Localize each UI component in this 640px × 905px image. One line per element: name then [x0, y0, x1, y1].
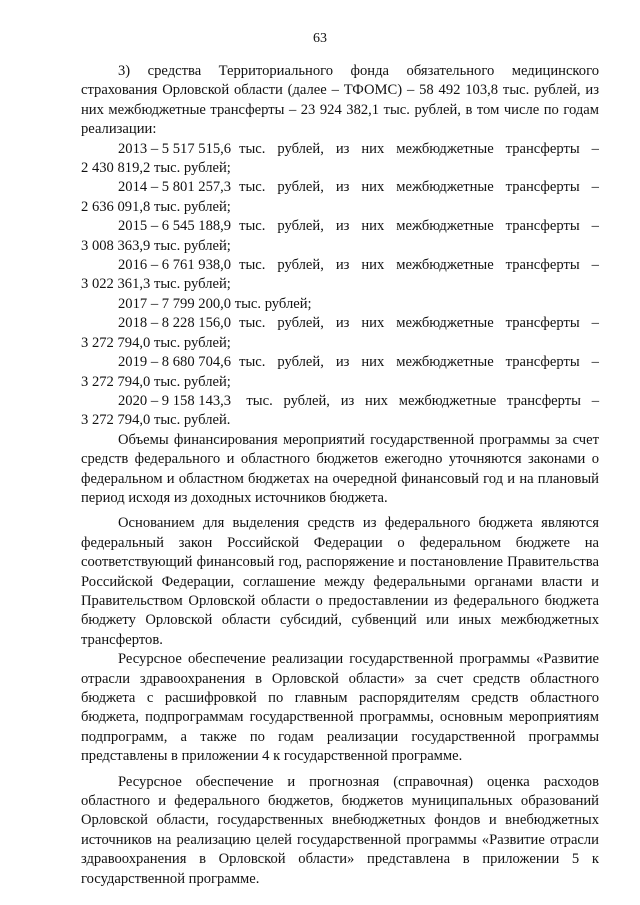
year-transfer-word: –	[591, 179, 599, 196]
year-amount: 2013 – 5 517 515,6	[118, 140, 232, 157]
year-transfer-word: –	[591, 392, 599, 409]
year-transfer-word: –	[591, 257, 599, 274]
year-transfer-word: них	[361, 315, 385, 332]
year-transfer-word: из	[335, 354, 350, 371]
year-transfer-word: тыс.	[239, 257, 266, 274]
year-amount: 2017 – 7 799 200,0 тыс. рублей;	[118, 295, 312, 312]
year-transfer-word: межбюджетные	[396, 218, 494, 235]
year-transfer-word: тыс.	[239, 140, 266, 157]
year-transfer-word: тыс.	[239, 218, 266, 235]
year-line	[81, 256, 599, 275]
year-transfer-word: из	[335, 257, 350, 274]
year-transfer-word: них	[365, 392, 388, 409]
year-transfer-word: трансферты	[505, 257, 580, 274]
year-transfer-word: межбюджетные	[396, 354, 494, 371]
paragraph-federal-basis: Основанием для выделения средств из федерального бюджета являются федеральный закон Российской Федерации о федеральном бюджете на соответствующий финансовый год, распоряжение и постановление Правительства Российской Федерации, соглашение между федеральными органами власти и Правительством Орловской области о предоставлении из федерального бюджета бюджету Орловской области субсидий, субвенций или иных межбюджетных трансфертов.	[81, 515, 599, 648]
year-transfer-word: межбюджетные	[398, 392, 497, 409]
year-transfer-word: трансферты	[505, 140, 580, 157]
year-transfer-amount: 2 636 091,8 тыс. рублей;	[81, 198, 231, 215]
year-transfer-word: тыс.	[239, 315, 266, 332]
year-transfer-word: трансферты	[505, 354, 580, 371]
year-transfer-word: из	[335, 179, 350, 196]
year-line	[81, 295, 599, 314]
year-transfer-amount: 3 022 361,3 тыс. рублей;	[81, 276, 231, 293]
paragraph-resource-appendix-5: Ресурсное обеспечение и прогнозная (справочная) оценка расходов областного и федерального бюджетов, бюджетов муниципальных образований Орловской области, государственных внебюджетных фондов и внебюджетных источников на реализацию целей государственной программы «Развитие отрасли здравоохранения в Орловской области» представлена в приложении 5 к государственной программе.	[81, 773, 599, 887]
year-amount: 2020 – 9 158 143,3	[118, 392, 239, 409]
year-line	[81, 140, 599, 159]
year-amount: 2016 – 6 761 938,0	[118, 257, 232, 274]
year-transfer-word: них	[361, 257, 385, 274]
year-transfer-phrase	[231, 256, 599, 275]
year-transfer-word: тыс.	[239, 354, 266, 371]
paragraph-resource-appendix-4: Ресурсное обеспечение реализации государственной программы «Развитие отрасли здравоохранения в Орловской области» за счет средств областного бюджета с расшифровкой по главным распорядителям средств областного бюджета, подпрограммам государственной программы, основным мероприятиям подпрограмм, а также по годам реализации государственной программы представлены в приложении 4 к государственной программе.	[81, 651, 599, 765]
year-transfer-word: –	[591, 315, 599, 332]
year-transfer-amount: 3 008 363,9 тыс. рублей;	[81, 237, 231, 254]
year-transfer-word: них	[361, 140, 385, 157]
year-transfer-word: трансферты	[505, 218, 580, 235]
year-line	[81, 314, 599, 333]
year-transfer-word: межбюджетные	[396, 257, 494, 274]
year-transfer-word: межбюджетные	[396, 140, 494, 157]
year-transfer-word: рублей,	[277, 179, 324, 196]
year-transfer-phrase	[231, 217, 599, 236]
year-transfer-word: из	[335, 140, 350, 157]
year-line	[81, 392, 599, 411]
year-transfer-word: рублей,	[277, 257, 324, 274]
paragraph-funding-volumes: Объемы финансирования мероприятий государственной программы за счет средств федерального и областного бюджетов ежегодно уточняются законами о федеральном и областном бюджетах на очередной финансовый год и на плановый период исходя из доходных источников бюджета.	[81, 431, 599, 506]
year-transfer-phrase	[231, 178, 599, 197]
year-transfer-word: из	[340, 392, 355, 409]
document-body	[81, 62, 599, 889]
year-transfer-word: трансферты	[506, 392, 581, 409]
year-amount: 2018 – 8 228 156,0	[118, 315, 232, 332]
year-transfer-phrase	[231, 140, 599, 159]
year-transfer-word: межбюджетные	[396, 315, 494, 332]
year-transfer-phrase	[231, 353, 599, 372]
year-line	[81, 178, 599, 197]
year-transfer-word: межбюджетные	[396, 179, 494, 196]
year-transfer-word: –	[591, 218, 599, 235]
year-transfer-word: рублей,	[277, 315, 324, 332]
year-transfer-word: тыс.	[239, 179, 266, 196]
year-list	[81, 140, 599, 431]
year-line	[81, 353, 599, 372]
year-transfer-amount: 3 272 794,0 тыс. рублей;	[81, 373, 231, 390]
year-transfer-amount: 3 272 794,0 тыс. рублей;	[81, 334, 231, 351]
year-line	[81, 217, 599, 236]
year-transfer-word: рублей,	[277, 218, 324, 235]
year-transfer-phrase	[231, 314, 599, 333]
year-transfer-word: них	[361, 354, 385, 371]
year-amount: 2019 – 8 680 704,6	[118, 354, 232, 371]
year-transfer-word: рублей,	[283, 392, 330, 409]
year-transfer-word: тыс.	[246, 392, 273, 409]
year-transfer-word: них	[361, 179, 385, 196]
year-transfer-word: из	[335, 315, 350, 332]
year-transfer-phrase	[238, 392, 599, 411]
year-transfer-word: трансферты	[505, 315, 580, 332]
year-transfer-amount: 3 272 794,0 тыс. рублей.	[81, 412, 231, 429]
year-amount: 2015 – 6 545 188,9	[118, 218, 232, 235]
year-transfer-word: –	[591, 354, 599, 371]
year-transfer-word: –	[591, 140, 599, 157]
intro-paragraph: 3) средства Территориального фонда обязательного медицинского страхования Орловской области (далее – ТФОМС) – 58 492 103,8 тыс. рублей, из них межбюджетные трансферты – 23 924 382,1 тыс. рублей, в том числе по годам реализации:	[81, 63, 599, 138]
year-transfer-word: трансферты	[505, 179, 580, 196]
year-amount: 2014 – 5 801 257,3	[118, 179, 232, 196]
year-transfer-word: рублей,	[277, 140, 324, 157]
year-transfer-amount: 2 430 819,2 тыс. рублей;	[81, 160, 231, 177]
year-transfer-word: рублей,	[277, 354, 324, 371]
page-number: 63	[313, 31, 327, 46]
year-transfer-word: них	[361, 218, 385, 235]
year-transfer-word: из	[335, 218, 350, 235]
